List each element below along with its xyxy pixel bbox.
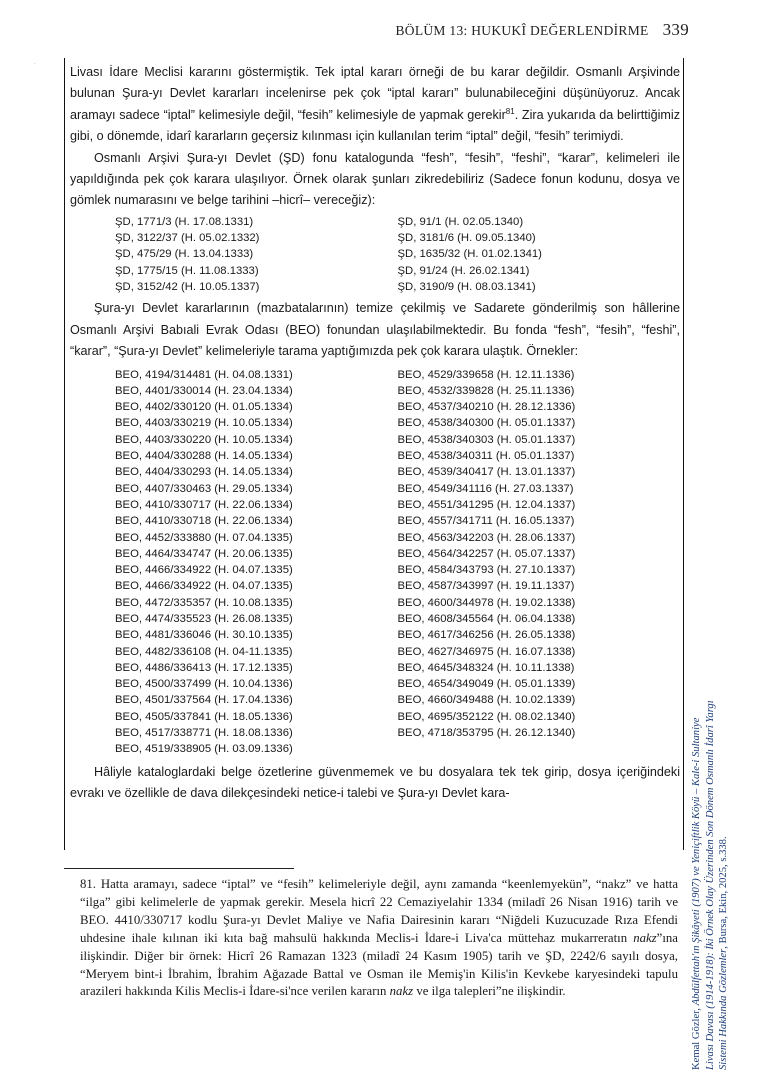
sd-reference-list bbox=[115, 214, 680, 295]
beo-ref: BEO, 4404/330288 (H. 14.05.1334) bbox=[115, 450, 293, 463]
beo-ref: BEO, 4645/348324 (H. 10.11.1338) bbox=[397, 661, 575, 674]
beo-ref: BEO, 4402/330120 (H. 01.05.1334) bbox=[115, 401, 293, 414]
beo-ref: BEO, 4551/341295 (H. 12.04.1337) bbox=[397, 498, 576, 511]
beo-ref: BEO, 4519/338905 (H. 03.09.1336) bbox=[115, 743, 293, 756]
beo-ref: BEO, 4564/342257 (H. 05.07.1337) bbox=[397, 547, 576, 560]
citation-title: Abdülfettah'ın Şikâyeti (1907) ve Yeniçiftlik Köyü – Kale-i Sultaniye Livası Davası (1914-1918): İki Örnek Olay Üzerinden Son Dönem Osmanlı İdarî Yargı Sistemi Hakkında Gözlemler bbox=[691, 700, 730, 1070]
beo-reference-list bbox=[115, 367, 680, 758]
beo-ref: BEO, 4627/346975 (H. 16.07.1338) bbox=[397, 645, 576, 658]
beo-ref: BEO, 4537/340210 (H. 28.12.1336) bbox=[397, 401, 576, 414]
chapter-title: BÖLÜM 13: HUKUKÎ DEĞERLENDİRME bbox=[395, 23, 649, 38]
paragraph-sd-catalog: Osmanlı Arşivi Şura-yı Devlet (ŞD) fonu katalogunda “fesh”, “fesih”, “feshi”, “karar”, kelimeleri ile yapıldığında pek çok karara ulaşılıyor. Örnek olarak şunları zikredebiliriz (Sadece fonun kodunu, dosya ve gömlek numarasını ve belge tarihini –hicrî– vereceğiz): bbox=[70, 150, 680, 208]
beo-ref: BEO, 4466/334922 (H. 04.07.1335) bbox=[115, 580, 293, 593]
beo-ref: BEO, 4695/352122 (H. 08.02.1340) bbox=[397, 710, 576, 723]
paragraph-beo-fond: Şura-yı Devlet kararlarının (mazbatalarının) temize çekilmiş ve Sadarete gönderilmiş son hâllerine Osmanlı Arşivi Babıali Evrak Odası (BEO) fonundan ulaşılabilmektedir. Bu fonda “fesh”, “fesih”, “feshi”, “karar”, “Şura-yı Devlet” kelimeleriyle tarama yaptığımızda pek çok karara ulaştık. Örnekler: bbox=[70, 301, 680, 359]
sd-ref: ŞD, 3190/9 (H. 08.03.1341) bbox=[397, 281, 536, 294]
beo-ref: BEO, 4464/334747 (H. 20.06.1335) bbox=[115, 547, 293, 560]
footnote-ref[interactable]: 81 bbox=[505, 106, 515, 116]
beo-ref: BEO, 4410/330717 (H. 22.06.1334) bbox=[115, 498, 293, 511]
beo-ref: BEO, 4549/341116 (H. 27.03.1337) bbox=[397, 482, 574, 495]
sd-ref: ŞD, 1771/3 (H. 17.08.1331) bbox=[115, 215, 254, 228]
footnote-81: 81. Hatta aramayı, sadece “iptal” ve “fesih” kelimeleriyle değil, aynı zamanda “keenlemyekün”, “nakz” ve hatta “ilga” gibi kelimelerle de yapmak gerekir. Mesela hicrî 22 Cemaziyelahir 1334 (miladî 26 Nisan 1916) tarih ve BEO. 4410/330717 kodlu Şura-yı Devlet Maliye ve Nafia Dairesinin kararı “Niğdeli Kuzucuzade Rıza Efendi uhdesine ihale kılınan iki kıta bağ mahsulü hakkında Meclis-i İdare-i Liva'ca müttehaz mukarreratın nakz”ına ilişkindir. Diğer bir örnek: Hicrî 26 Ramazan 1323 (miladî 24 Kasım 1905) tarih ve ŞD, 2242/6 sayılı dosya, “Meryem bint-i İbrahim, İbrahim Ağazade Battal ve Osman ile Memiş'in Kilis'in Kevkebe karyesindeki tapulu arazileri hakkında Kilis Meclis-i İdare-si'nce verilen kararın nakz ve ilga talepleri”ne ilişkindir. bbox=[80, 877, 678, 999]
sd-list-right bbox=[398, 214, 681, 295]
footnote-separator bbox=[64, 868, 294, 869]
sd-ref: ŞD, 475/29 (H. 13.04.1333) bbox=[115, 248, 254, 261]
beo-list-right bbox=[398, 367, 681, 758]
citation-publisher: , Bursa, Ekin, 2025, s.338. bbox=[718, 836, 730, 949]
beo-ref: BEO, 4466/334922 (H. 04.07.1335) bbox=[115, 564, 293, 577]
beo-ref: BEO, 4404/330293 (H. 14.05.1334) bbox=[115, 466, 293, 479]
beo-ref: BEO, 4654/349049 (H. 05.01.1339) bbox=[397, 678, 576, 691]
beo-ref: BEO, 4660/349488 (H. 10.02.1339) bbox=[397, 694, 576, 707]
beo-ref: BEO, 4410/330718 (H. 22.06.1334) bbox=[115, 515, 293, 528]
beo-ref: BEO, 4452/333880 (H. 07.04.1335) bbox=[115, 531, 293, 544]
beo-ref: BEO, 4587/343997 (H. 19.11.1337) bbox=[397, 580, 575, 593]
beo-ref: BEO, 4486/336413 (H. 17.12.1335) bbox=[115, 661, 293, 674]
beo-ref: BEO, 4584/343793 (H. 27.10.1337) bbox=[397, 564, 576, 577]
beo-ref: BEO, 4617/346256 (H. 26.05.1338) bbox=[397, 629, 576, 642]
sd-ref: ŞD, 1635/32 (H. 01.02.1341) bbox=[397, 248, 542, 261]
sd-ref: ŞD, 3152/42 (H. 10.05.1337) bbox=[115, 281, 260, 294]
beo-ref: BEO, 4403/330219 (H. 10.05.1334) bbox=[115, 417, 293, 430]
beo-ref: BEO, 4529/339658 (H. 12.11.1336) bbox=[397, 368, 575, 381]
margin-mark: . bbox=[34, 60, 36, 66]
sd-ref: ŞD, 3122/37 (H. 05.02.1332) bbox=[115, 232, 260, 245]
main-body bbox=[70, 62, 680, 804]
intro-paragraph: Livası İdare Meclisi kararını göstermiştik. Tek iptal kararı örneği de bu karar değildir. Osmanlı Arşivinde bulunan Şura-yı Devlet kararları incelenirse pek çok “iptal kararı” bulunabileceğini düşünüyoruz. Ancak aramayı sadece “iptal” kelimesiyle değil, “fesih” kelimesiyle de yapmak gerekir$^{81}$. Zira yukarıda da belirttiğimiz gibi, o dönemde, idarî kararların geçersiz kılınması için kullanılan terim “iptal” değil, “fesih” terimiydi. bbox=[70, 65, 680, 144]
beo-ref: BEO, 4718/353795 (H. 26.12.1340) bbox=[397, 727, 576, 740]
beo-ref: BEO, 4600/344978 (H. 19.02.1338) bbox=[397, 596, 576, 609]
page-number: 339 bbox=[662, 20, 689, 39]
sd-list-left bbox=[115, 214, 398, 295]
beo-ref: BEO, 4505/337841 (H. 18.05.1336) bbox=[115, 710, 293, 723]
beo-ref: BEO, 4474/335523 (H. 26.08.1335) bbox=[115, 613, 293, 625]
beo-ref: BEO, 4481/336046 (H. 30.10.1335) bbox=[115, 629, 293, 642]
sd-ref: ŞD, 91/1 (H. 02.05.1340) bbox=[397, 215, 524, 228]
running-header bbox=[0, 20, 689, 40]
paragraph-conclusion: Hâliyle kataloglardaki belge özetlerine güvenmemek ve bu dosyalara tek tek girip, dosya içeriğindeki evrakı ve özellikle de dava dilekçesindeki netice-i talebi ve Şura-yı Devlet kara- bbox=[70, 764, 680, 801]
beo-ref: BEO, 4517/338771 (H. 18.08.1336) bbox=[115, 727, 293, 740]
beo-ref: BEO, 4501/337564 (H. 17.04.1336) bbox=[115, 694, 293, 707]
beo-ref: BEO, 4407/330463 (H. 29.05.1334) bbox=[115, 482, 293, 495]
beo-ref: BEO, 4403/330220 (H. 10.05.1334) bbox=[115, 433, 293, 446]
beo-ref: BEO, 4563/342203 (H. 28.06.1337) bbox=[397, 531, 576, 544]
beo-ref: BEO, 4538/340300 (H. 05.01.1337) bbox=[397, 417, 576, 430]
footnote-number: 81. bbox=[80, 877, 96, 891]
beo-ref: BEO, 4482/336108 (H. 04-11.1335) bbox=[115, 645, 293, 658]
beo-ref: BEO, 4472/335357 (H. 10.08.1335) bbox=[115, 596, 293, 609]
beo-ref: BEO, 4538/340311 (H. 05.01.1337) bbox=[397, 450, 575, 463]
sd-ref: ŞD, 91/24 (H. 26.02.1341) bbox=[397, 264, 530, 277]
citation-author: Kemal Gözler, bbox=[691, 1005, 702, 1070]
beo-ref: BEO, 4539/340417 (H. 13.01.1337) bbox=[397, 466, 576, 479]
beo-ref: BEO, 4557/341711 (H. 16.05.1337) bbox=[397, 515, 575, 528]
beo-ref: BEO, 4194/314481 (H. 04.08.1331) bbox=[115, 368, 293, 381]
beo-ref: BEO, 4538/340303 (H. 05.01.1337) bbox=[397, 433, 576, 446]
beo-ref: BEO, 4401/330014 (H. 23.04.1334) bbox=[115, 384, 293, 397]
citation-sidebar bbox=[690, 690, 731, 1070]
sd-ref: ŞD, 3181/6 (H. 09.05.1340) bbox=[397, 232, 536, 245]
beo-ref: BEO, 4500/337499 (H. 10.04.1336) bbox=[115, 678, 293, 691]
beo-ref: BEO, 4532/339828 (H. 25.11.1336) bbox=[397, 384, 575, 397]
beo-ref: BEO, 4608/345564 (H. 06.04.1338) bbox=[397, 613, 576, 625]
beo-list-left bbox=[115, 367, 398, 758]
sd-ref: ŞD, 1775/15 (H. 11.08.1333) bbox=[115, 264, 259, 277]
